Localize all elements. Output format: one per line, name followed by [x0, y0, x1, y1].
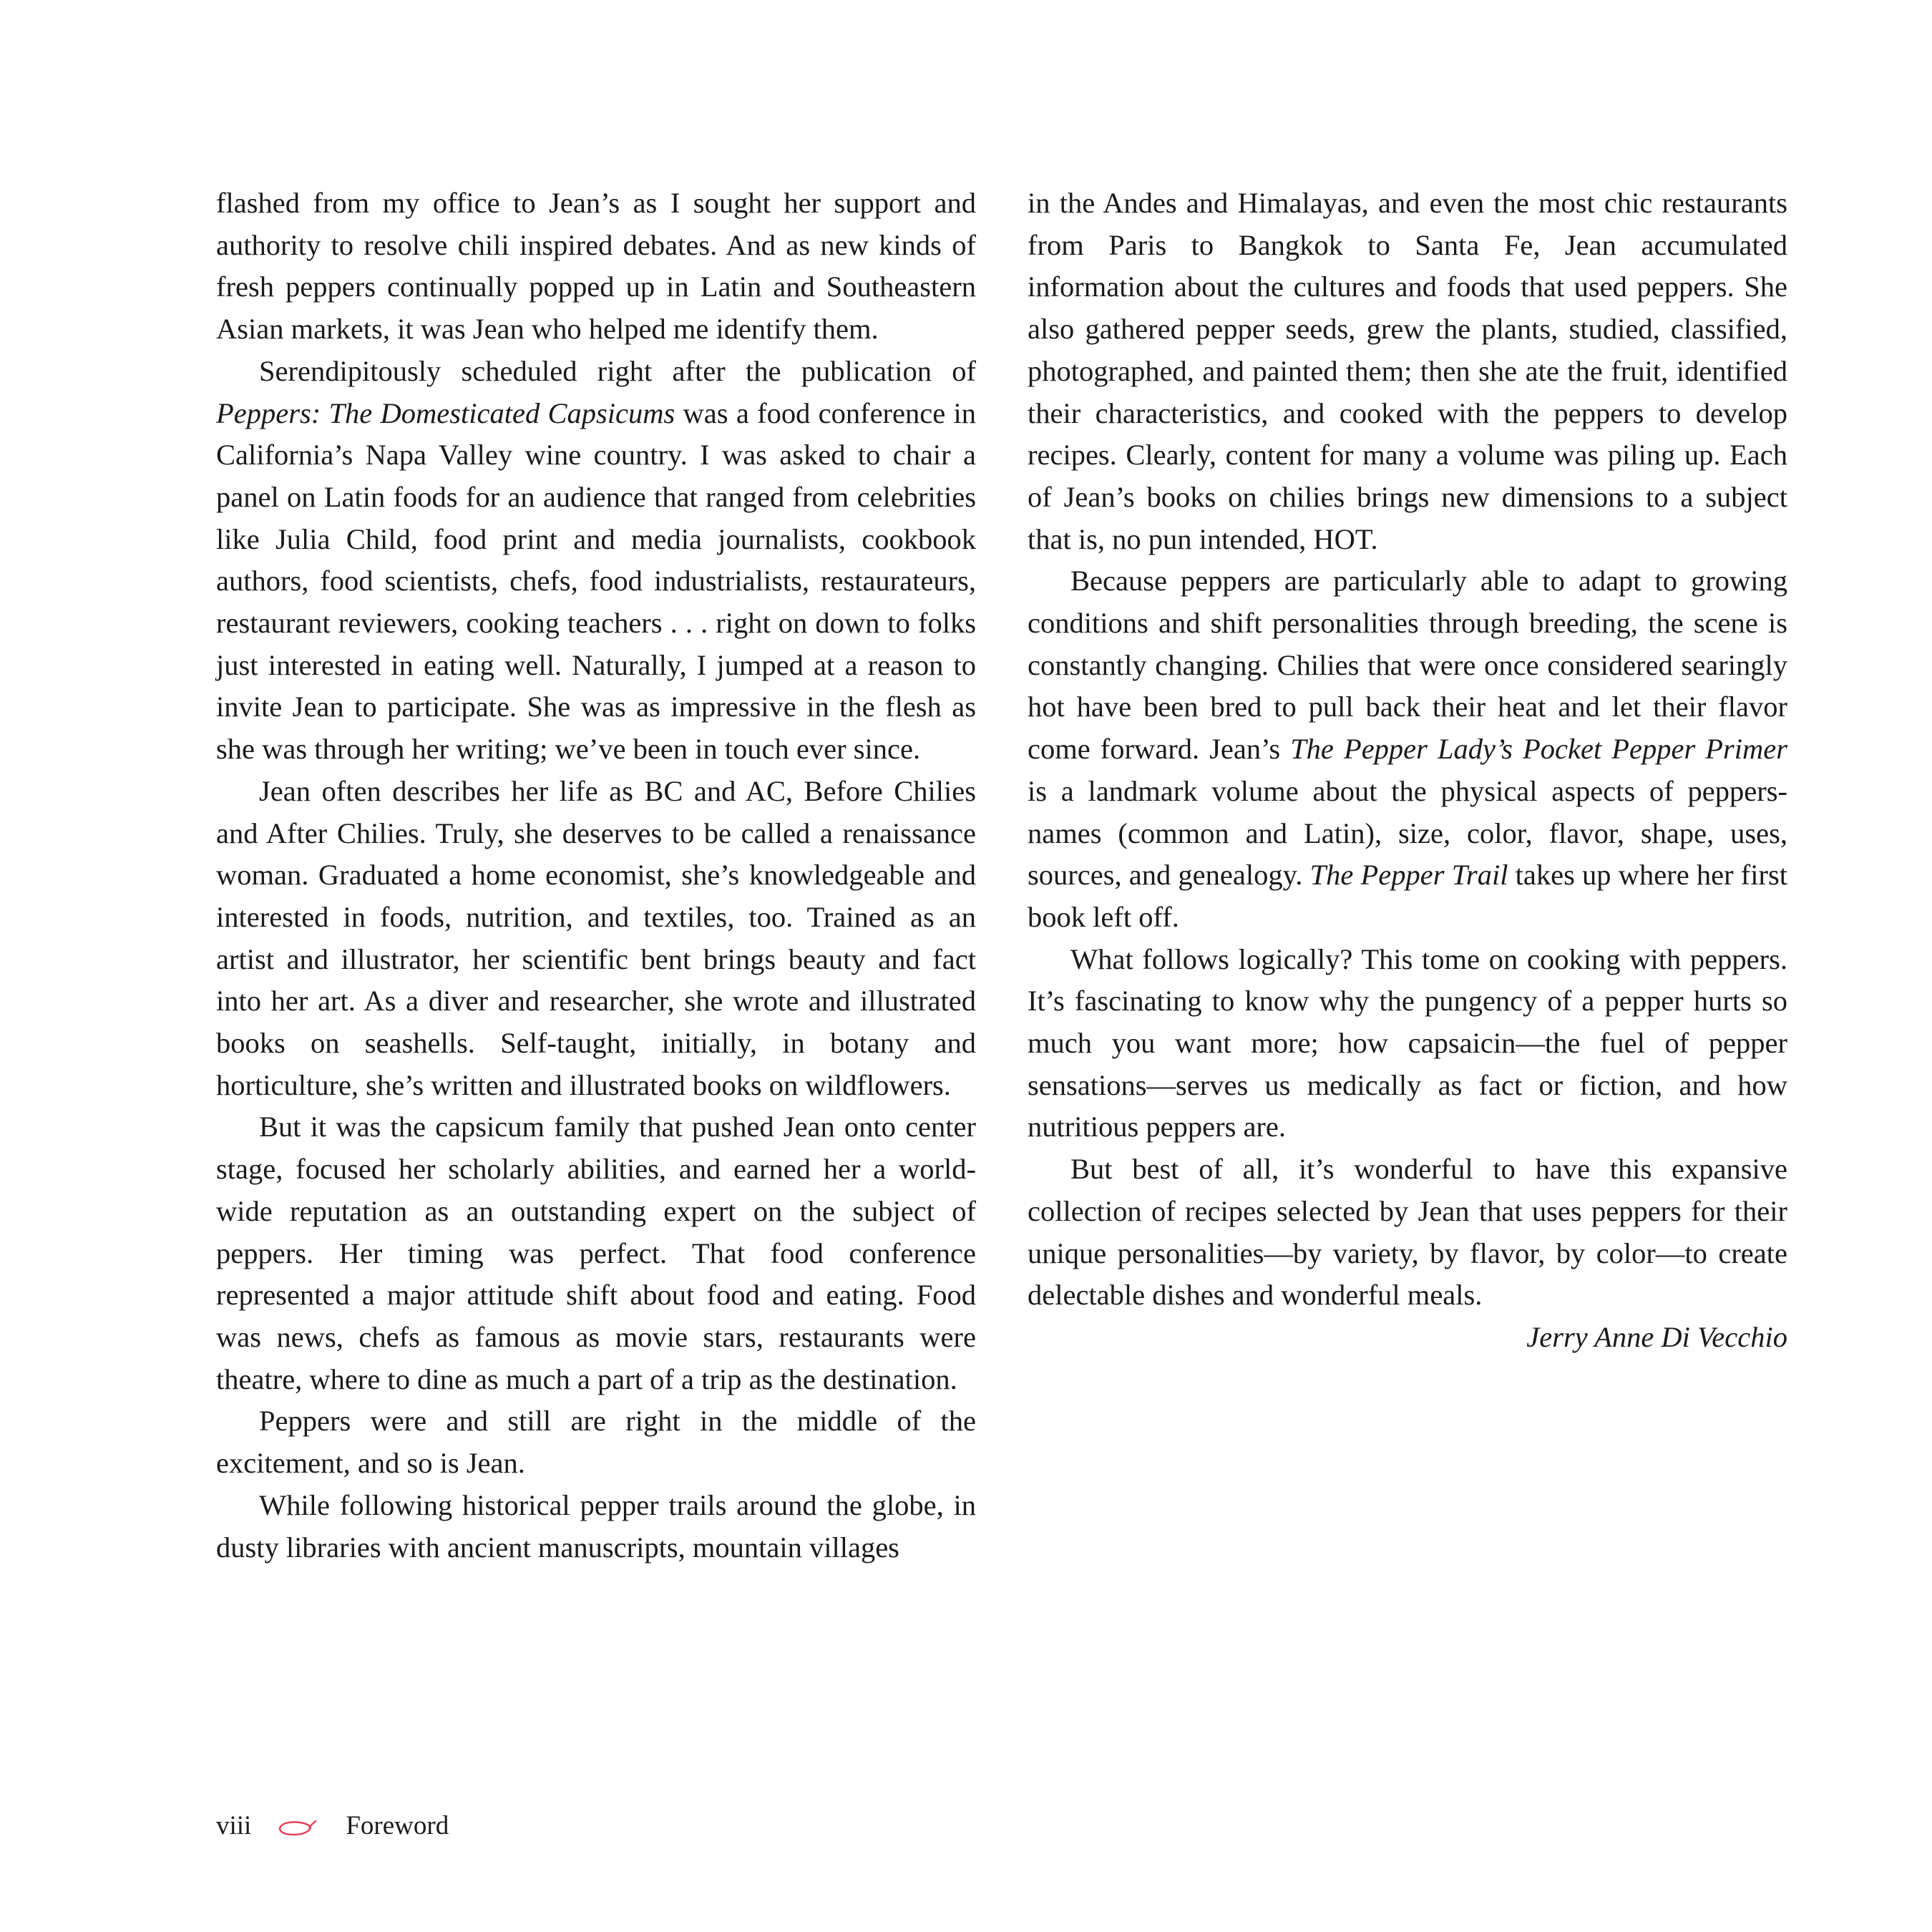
chili-pepper-body: [280, 1822, 311, 1835]
page-footer: [216, 1811, 449, 1840]
page-number: viii: [216, 1810, 252, 1840]
paragraph-text: Serendipitously scheduled right after the publication of: [259, 354, 976, 387]
chili-pepper-calyx: [308, 1825, 310, 1831]
book-title: Peppers: The Domesticated Capsicums: [216, 396, 675, 429]
section-title: Foreword: [346, 1810, 449, 1840]
author-signature: Jerry Anne Di Vecchio: [1526, 1320, 1787, 1353]
paragraph: But it was the capsicum family that pushed Jean onto center stage, focused her scholarly abilities, and earned her a world-wide reputation as an outstanding expert on the subject of peppers. Her timing was perfect. That food conference represented a major attitude shift about food and eating. Food was news, chefs as famous as movie stars, restaurants were theatre, where to dine as much a part of a trip as the destination.: [216, 1111, 976, 1395]
paragraph: Jean often describes her life as BC and AC, Before Chilies and After Chilies. Truly, she deserves to be called a renaissance woman. Graduated a home economist, she’s knowledgeable and interested in foods, nutrition, and textiles, too. Trained as an artist and illustrator, her scientific bent brings beauty and fact into her art. As a diver and researcher, she wrote and illustrated books on seashells. Self-taught, initially, in botany and horticulture, she’s written and illustrated books on wildflowers.: [216, 774, 976, 1101]
paragraph: [1028, 560, 1787, 938]
paragraph-text: is a landmark volume about the physical aspects of peppers-names (common and Latin), size, color, flavor, shape, uses, sources, and genealogy.: [1028, 774, 1787, 892]
paragraph: [216, 351, 976, 771]
paragraph: But best of all, it’s wonderful to have this expansive collection of recipes selected by Jean that uses peppers for their unique personalities—by variety, by flavor, by color—to create delectable dishes and wonderful meals.: [1028, 1153, 1787, 1312]
paragraph: in the Andes and Himalayas, and even the most chic restaurants from Paris to Bangkok to Santa Fe, Jean accumulated information about the cultures and foods that used peppers. She also gathered pepper seeds, grew the plants, studied, classified, photographed, and painted them; then she ate the fruit, identified their characteristics, and cooked with the peppers to develop recipes. Clearly, content for many a volume was piling up. Each of Jean’s books on chilies brings new dimensions to a subject that is, no pun intended, HOT.: [1028, 187, 1787, 555]
chili-pepper-icon: [277, 1815, 317, 1836]
paragraph: flashed from my office to Jean’s as I sought her support and authority to resolve chili inspired debates. And as new kinds of fresh peppers continually popped up in Latin and Southeastern Asian markets, it was Jean who helped me identify them.: [216, 187, 976, 346]
paragraph-text: takes up where her first book left off.: [1028, 859, 1787, 933]
book-title: The Pepper Trail: [1309, 859, 1508, 892]
paragraph-text: was a food conference in California’s Napa Valley wine country. I was asked to chair a panel on Latin foods for an audience that ranged from celebrities like Julia Child, food print and media journalists, cookbook authors, food scientists, chefs, food industrialists, restaurateurs, restaurant reviewers, cooking teachers . . . right on down to folks just interested in eating well. Naturally, I jumped at a reason to invite Jean to participate. She was as impressive in the flesh as she was through her writing; we’ve been in touch ever since.: [216, 396, 976, 766]
book-title: The Pepper Lady’s Pocket Pepper Primer: [1290, 733, 1787, 766]
chili-pepper-stem: [310, 1821, 316, 1827]
paragraph: Peppers were and still are right in the middle of the excitement, and so is Jean.: [216, 1405, 976, 1480]
right-column: [1028, 182, 1787, 1359]
left-column: [216, 182, 976, 1568]
paragraph-text: Because peppers are particularly able to adapt to growing conditions and shift personalities through breeding, the scene is constantly changing. Chilies that were once considered searingly hot have been bred to pull back their heat and let their flavor come forward. Jean’s: [1028, 565, 1787, 766]
paragraph: While following historical pepper trails around the globe, in dusty libraries with ancient manuscripts, mountain villages: [216, 1488, 976, 1563]
paragraph: What follows logically? This tome on cooking with peppers. It’s fascinating to know why the pungency of a pepper hurts so much you want more; how capsaicin—the fuel of pepper sensations—serves us medically as fact or fiction, and how nutritious peppers are.: [1028, 942, 1787, 1143]
